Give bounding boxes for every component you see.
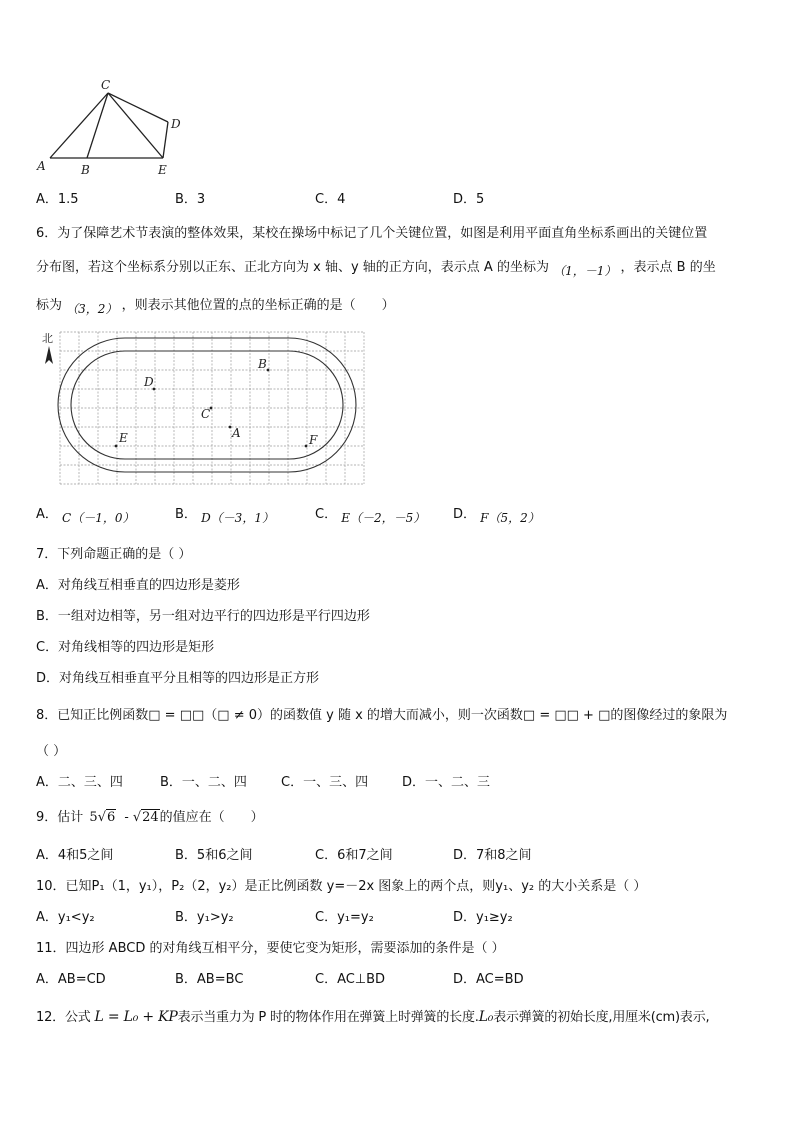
q8-stem: 8．已知正比例函数□ = □□（□ ≠ 0）的函数值 y 随 x 的增大而减小，则一次函数□ = □□ + □的图像经过的象限为 <box>36 708 728 723</box>
label-point-E: E <box>119 431 128 445</box>
q8-option-a: A．二、三、四 <box>36 775 123 790</box>
q5-triangle-figure <box>30 74 200 179</box>
segment-CE <box>108 93 163 158</box>
q6-option-c-text: E（－2，－5） <box>341 511 426 525</box>
q12-formula: L = L₀ + KP <box>94 1009 178 1025</box>
q8-option-c: C．一、三、四 <box>281 775 369 790</box>
q5-option-c: C．4 <box>315 192 346 207</box>
q7-option-a: A．对角线互相垂直的四边形是菱形 <box>36 578 240 593</box>
segment-DE <box>163 122 168 158</box>
q6-option-a-text: C（－1，0） <box>62 511 135 525</box>
segment-CD <box>108 93 168 122</box>
q6-stem-line-3-b: ，则表示其他位置的点的坐标正确的是（ ） <box>121 298 395 313</box>
q9-option-a: A．4和5之间 <box>36 848 114 863</box>
q12-prefix: 12．公式 <box>36 1010 91 1025</box>
q5-option-d: D．5 <box>453 192 485 207</box>
q11-option-c: C．AC⊥BD <box>315 972 386 987</box>
q6-track-grid-figure <box>40 330 370 490</box>
q11-stem: 11．四边形 ABCD 的对角线互相平分，要使它变为矩形，需要添加的条件是（ ） <box>36 941 505 956</box>
label-point-B: B <box>258 357 267 371</box>
q8-option-b: B．一、二、四 <box>160 775 247 790</box>
q7-option-d: D．对角线互相垂直平分且相等的四边形是正方形 <box>36 671 320 686</box>
label-point-F: F <box>309 433 318 447</box>
north-label: 北 <box>42 332 53 345</box>
track-inner <box>71 351 343 459</box>
q7-option-c: C．对角线相等的四边形是矩形 <box>36 640 215 655</box>
q6-stem-line-2-a: 分布图，若这个坐标系分别以正东、正北方向为 x 轴、y 轴的正方向，表示点 A 的坐标为 <box>36 260 549 275</box>
q10-option-a: A．y₁<y₂ <box>36 910 95 925</box>
label-B: B <box>81 163 90 177</box>
q6-coord-a: （1，－1） <box>553 264 617 278</box>
q6-option-d-letter: D． <box>453 507 477 522</box>
label-point-D: D <box>144 375 154 389</box>
q12-mid: 表示当重力为 P 时的物体作用在弹簧上时弹簧的长度. <box>177 1010 479 1025</box>
track <box>58 338 356 472</box>
q9-sqrt-2 <box>133 810 160 825</box>
label-E: E <box>158 163 167 177</box>
point-A <box>229 426 232 429</box>
q6-option-a-letter: A． <box>36 507 58 522</box>
q10-option-b: B．y₁>y₂ <box>175 910 234 925</box>
q6-option-a <box>36 503 135 525</box>
label-D: D <box>171 117 181 131</box>
q10-stem: 10．已知P₁（1，y₁），P₂（2，y₂）是正比例函数 y=－2x 图象上的两个点，则y₁、y₂ 的大小关系是（ ） <box>36 879 647 894</box>
q6-option-b-text: D（－3，1） <box>201 511 274 525</box>
q8-option-d: D．一、二、三 <box>402 775 491 790</box>
q6-stem-line-1: 6．为了保障艺术节表演的整体效果，某校在操场中标记了几个关键位置，如图是利用平面直角坐标系画出的关键位置 <box>36 226 708 241</box>
q9-sqrt-1 <box>98 810 117 825</box>
q11-option-a: A．AB=CD <box>36 972 106 987</box>
q12-end: 表示弹簧的初始长度,用厘米(cm)表示, <box>493 1010 710 1025</box>
track-outer <box>58 338 356 472</box>
q11-option-d: D．AC=BD <box>453 972 524 987</box>
q6-stem-line-3-a: 标为 <box>36 298 63 313</box>
label-point-A: A <box>232 426 241 440</box>
q9-minus: - <box>124 810 129 825</box>
q8-paren: （ ） <box>36 744 67 759</box>
q9-radicand-2: 24 <box>142 810 159 825</box>
label-A: A <box>37 159 46 173</box>
q7-option-b: B．一组对边相等，另一组对边平行的四边形是平行四边形 <box>36 609 370 624</box>
q6-stem-line-2-b: ，表示点 B 的坐 <box>620 260 716 275</box>
q6-option-b <box>175 503 274 525</box>
q9-option-b: B．5和6之间 <box>175 848 253 863</box>
point-B <box>267 369 270 372</box>
point-F <box>305 445 308 448</box>
q6-coord-b: （3，2） <box>66 302 118 316</box>
q9-suffix: 的值应在（ ） <box>159 810 264 825</box>
sqrt-icon: √ <box>97 810 106 825</box>
q5-option-a: A．1.5 <box>36 192 79 207</box>
q6-option-d-text: F（5，2） <box>480 511 540 525</box>
segment-AC <box>50 93 108 158</box>
q5-option-b: B．3 <box>175 192 206 207</box>
q10-option-c: C．y₁=y₂ <box>315 910 374 925</box>
q9-option-d: D．7和8之间 <box>453 848 532 863</box>
label-C: C <box>101 78 111 92</box>
q9-prefix: 9．估计 <box>36 810 84 825</box>
q9-radicand-1: 6 <box>107 810 116 825</box>
label-point-C: C <box>201 407 211 421</box>
q12-L0: L₀ <box>478 1009 494 1025</box>
segment-BC <box>87 93 108 158</box>
q12-stem <box>36 1006 709 1025</box>
q6-option-c <box>315 503 426 525</box>
q9-option-c: C．6和7之间 <box>315 848 393 863</box>
q6-stem-line-2 <box>36 256 716 278</box>
q6-option-c-letter: C． <box>315 507 338 522</box>
q11-option-b: B．AB=BC <box>175 972 244 987</box>
sqrt-icon: √ <box>132 810 142 825</box>
q6-option-b-letter: B． <box>175 507 197 522</box>
q6-option-d <box>453 503 540 525</box>
north-arrow-icon <box>45 346 53 364</box>
q10-option-d: D．y₁≥y₂ <box>453 910 513 925</box>
q7-stem: 7．下列命题正确的是（ ） <box>36 547 192 562</box>
point-E <box>115 445 118 448</box>
q9-stem <box>36 806 264 825</box>
q9-coefficient: 5 <box>89 810 98 825</box>
q6-stem-line-3 <box>36 294 395 316</box>
